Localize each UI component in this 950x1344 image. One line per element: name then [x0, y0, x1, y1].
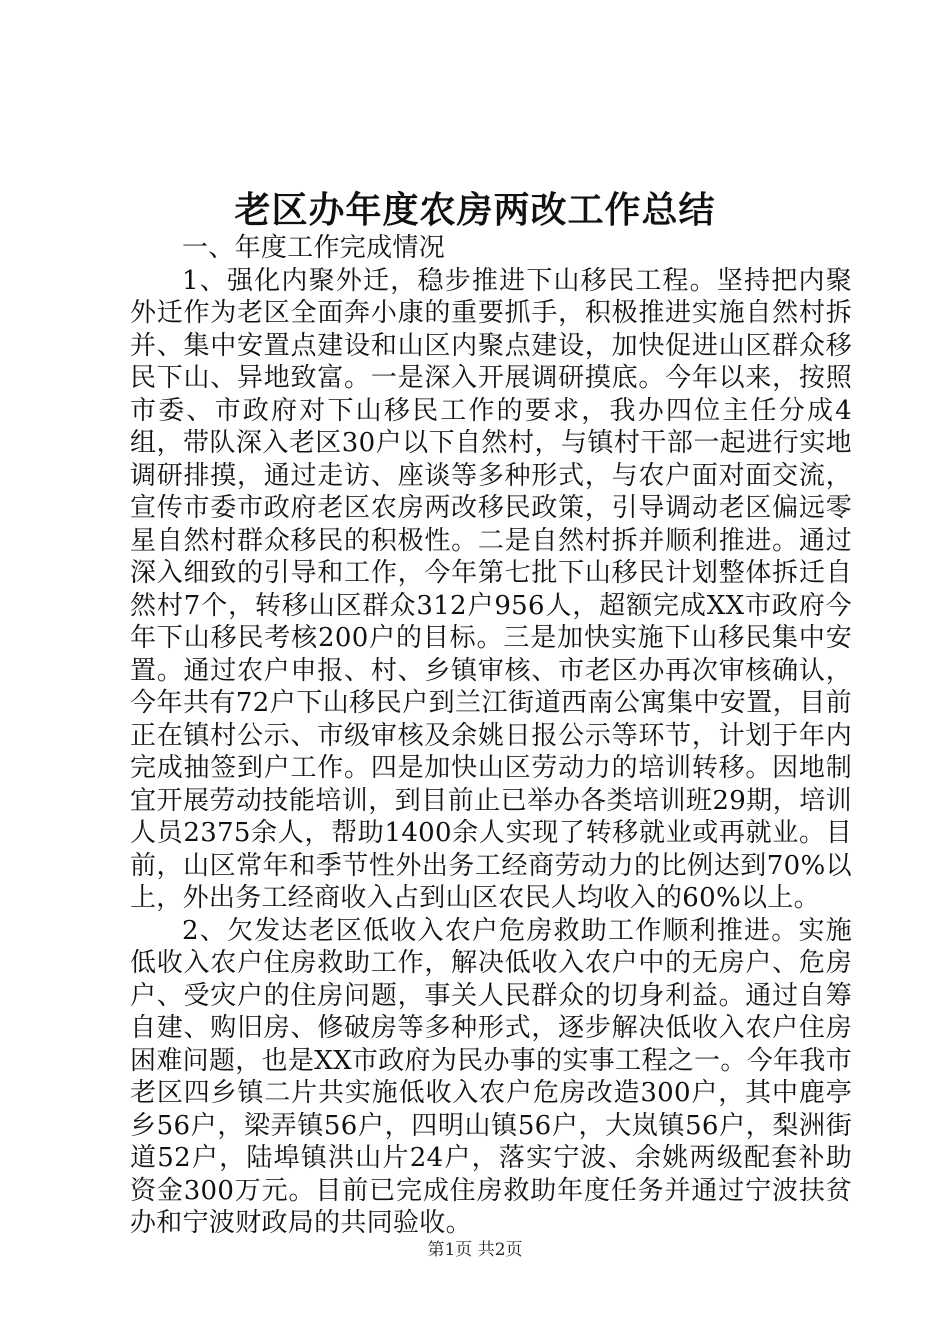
- document-title: 老区办年度农房两改工作总结: [234, 189, 716, 231]
- paragraph-housing-aid: 2、欠发达老区低收入农户危房救助工作顺利推进。实施低收入农户住房救助工作，解决低收入农户中的无房户、危房户、受灾户的住房问题，事关人民群众的切身利益。通过自筹自建、购旧房、修破房等多种形式，逐步解决低收入农户住房困难问题，也是XX市政府为民办事的实事工程之一。今年我市老区四乡镇二片共实施低收入农户危房改造300户，其中鹿亭乡56户，梁弄镇56户，四明山镇56户，大岚镇56户，梨洲街道52户，陆埠镇洪山片24户，落实宁波、余姚两级配套补助资金300万元。目前已完成住房救助年度任务并通过宁波扶贫办和宁波财政局的共同验收。: [130, 915, 852, 1238]
- section-heading: 一、年度工作完成情况: [182, 233, 446, 263]
- paragraph-relocation: 1、强化内聚外迁，稳步推进下山移民工程。坚持把内聚外迁作为老区全面奔小康的重要抓手，积极推进实施自然村拆并、集中安置点建设和山区内聚点建设，加快促进山区群众移民下山、异地致富。一是深入开展调研摸底。今年以来，按照市委、市政府对下山移民工作的要求，我办四位主任分成4组，带队深入老区30户以下自然村，与镇村干部一起进行实地调研排摸，通过走访、座谈等多种形式，与农户面对面交流，宣传市委市政府老区农房两改移民政策，引导调动老区偏远零星自然村群众移民的积极性。二是自然村拆并顺利推进。通过深入细致的引导和工作，今年第七批下山移民计划整体拆迁自然村7个，转移山区群众312户956人，超额完成XX市政府今年下山移民考核200户的目标。三是加快实施下山移民集中安置。通过农户申报、村、乡镇审核、市老区办再次审核确认，今年共有72户下山移民户到兰江街道西南公寓集中安置，目前正在镇村公示、市级审核及余姚日报公示等环节，计划于年内完成抽签到户工作。四是加快山区劳动力的培训转移。因地制宜开展劳动技能培训，到目前止已举办各类培训班29期，培训人员2375余人，帮助1400余人实现了转移就业或再就业。目前，山区常年和季节性外出务工经商劳动力的比例达到70%以上，外出务工经商收入占到山区农民人均收入的60%以上。: [130, 265, 852, 913]
- page-footer: 第1页 共2页: [427, 1240, 523, 1260]
- document-body: [130, 232, 852, 1240]
